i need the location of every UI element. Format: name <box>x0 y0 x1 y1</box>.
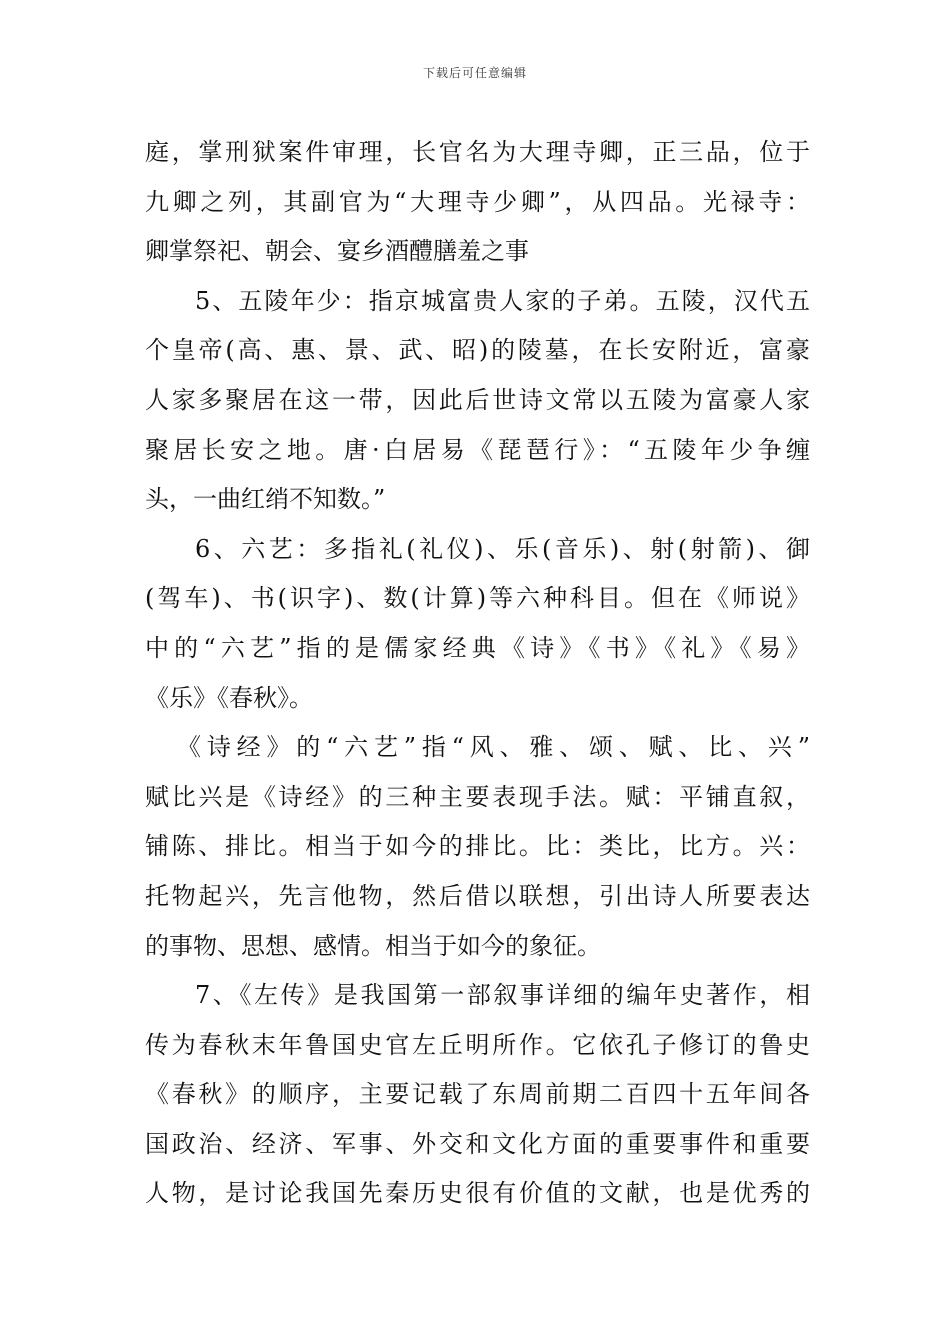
text-line: 国政治、经济、军事、外交和文化方面的重要事件和重要 <box>145 1129 810 1158</box>
text-line: 聚居长安之地。唐·白居易《琵琶行》：“五陵年少争缠 <box>145 435 810 464</box>
text-line: 6、六艺：多指礼(礼仪)、乐(音乐)、射(射箭)、御 <box>195 534 810 563</box>
text-line: 铺陈、排比。相当于如今的排比。比：类比，比方。兴： <box>145 832 810 861</box>
text-line: 个皇帝(高、惠、景、武、昭)的陵墓，在长安附近，富豪 <box>145 336 810 365</box>
text-line: 的事物、思想、感情。相当于如今的象征。 <box>145 931 601 960</box>
text-line: 庭，掌刑狱案件审理，长官名为大理寺卿，正三品，位于 <box>145 138 810 166</box>
text-line: 《春秋》的顺序，主要记载了东周前期二百四十五年间各 <box>145 1080 810 1109</box>
text-line: 赋比兴是《诗经》的三种主要表现手法。赋：平铺直叙， <box>145 782 810 811</box>
text-line: 卿掌祭祀、朝会、宴乡酒醴膳羞之事 <box>145 237 529 266</box>
text-line: 托物起兴，先言他物，然后借以联想，引出诗人所要表达 <box>145 881 810 910</box>
text-line: 《诗经》的“六艺”指“风、雅、颂、赋、比、兴” <box>177 733 810 762</box>
text-line: 人物，是讨论我国先秦历史很有价值的文献，也是优秀的 <box>145 1179 810 1208</box>
page-header: 下载后可任意编辑 <box>422 66 527 80</box>
document-body <box>145 128 810 1219</box>
text-line: 7、《左传》是我国第一部叙事详细的编年史著作，相 <box>195 981 810 1010</box>
text-line: 人家多聚居在这一带，因此后世诗文常以五陵为富豪人家 <box>145 385 810 414</box>
text-line: 头，一曲红绡不知数。” <box>145 485 386 514</box>
text-line: 《乐》《春秋》。 <box>145 683 313 712</box>
text-line: 九卿之列，其副官为“大理寺少卿”，从四品。光禄寺： <box>145 187 810 216</box>
text-line: 5、五陵年少：指京城富贵人家的子弟。五陵，汉代五 <box>195 286 810 315</box>
text-line: 中的“六艺”指的是儒家经典《诗》《书》《礼》《易》 <box>145 633 810 662</box>
text-line: 传为春秋末年鲁国史官左丘明所作。它依孔子修订的鲁史 <box>145 1030 810 1059</box>
text-line: (驾车)、书(识字)、数(计算)等六种科目。但在《师说》 <box>145 584 810 613</box>
